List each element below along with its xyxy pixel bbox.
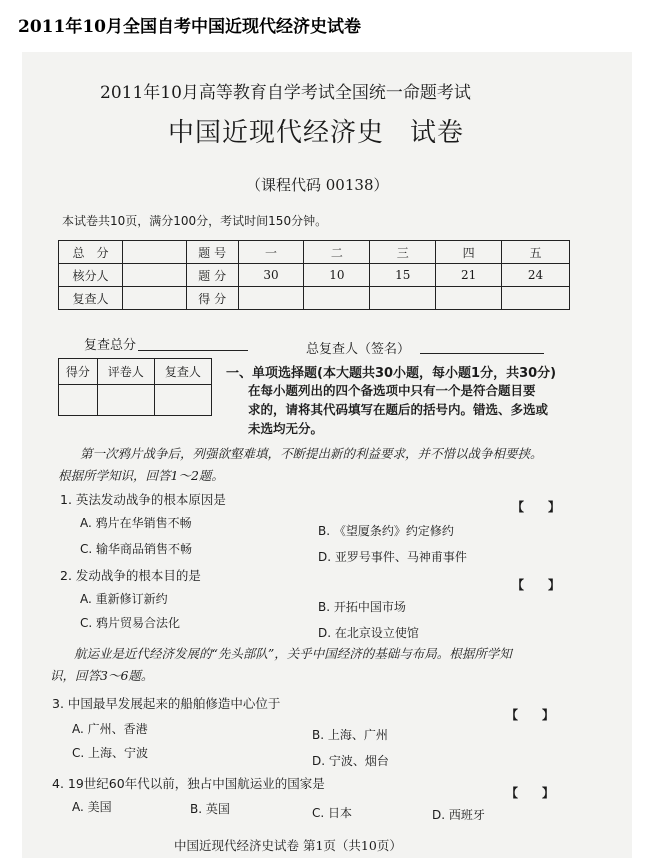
table-cell: 10 (304, 264, 370, 287)
option-d: D. 宁波、烟台 (312, 754, 389, 768)
page-footer: 中国近现代经济史试卷 第1页（共10页） (174, 838, 402, 853)
exam-info: 本试卷共10页，满分100分，考试时间150分钟。 (62, 214, 328, 228)
table-cell (97, 385, 154, 416)
passage-line: 识，回答3～6题。 (50, 668, 154, 683)
table-cell: 复查人 (59, 287, 123, 310)
option-a: A. 鸦片在华销售不畅 (80, 516, 192, 530)
option-a: A. 重新修订新约 (80, 592, 168, 606)
table-cell: 二 (304, 241, 370, 264)
passage-line: 第一次鸦片战争后，列强欲壑难填，不断提出新的利益要求，并不惜以战争相要挟。 (80, 446, 543, 461)
question-stem: 3. 中国最早发展起来的船舶修造中心位于 (52, 696, 281, 711)
section-instruction-line: 未选均无分。 (248, 421, 324, 436)
subject-suffix: 试卷 (410, 118, 465, 148)
answer-bracket: 【 】 (512, 500, 561, 514)
table-cell (502, 287, 570, 310)
option-b: B. 《望厦条约》约定修约 (318, 524, 454, 538)
table-cell (370, 287, 436, 310)
course-code: （课程代码 00138） (246, 176, 389, 194)
score-table-row (59, 287, 570, 310)
review-total-label: 复查总分 (84, 338, 137, 353)
answer-bracket: 【 】 (506, 786, 555, 800)
table-cell: 得 分 (186, 287, 238, 310)
table-cell (122, 287, 186, 310)
document-title: 2011年10月全国自考中国近现代经济史试卷 (18, 17, 361, 37)
option-c: C. 上海、宁波 (72, 746, 149, 760)
section-instruction-line: 求的，请将其代码填写在题后的括号内。错选、多选或 (248, 402, 549, 417)
table-cell: 24 (502, 264, 570, 287)
subject-title (168, 112, 464, 149)
option-d: D. 在北京设立使馆 (318, 626, 419, 640)
table-cell (304, 287, 370, 310)
final-checker-line (420, 353, 544, 354)
table-cell (122, 241, 186, 264)
table-cell: 得分 (59, 359, 98, 385)
answer-bracket: 【 】 (512, 578, 561, 592)
table-cell (436, 287, 502, 310)
table-cell: 总 分 (59, 241, 123, 264)
question-stem: 1. 英法发动战争的根本原因是 (60, 492, 226, 507)
table-cell (122, 264, 186, 287)
option-c: C. 日本 (312, 806, 353, 820)
table-cell: 30 (238, 264, 304, 287)
passage-line: 根据所学知识，回答1～2题。 (58, 468, 224, 483)
score-table-row (59, 241, 570, 264)
option-b: B. 上海、广州 (312, 728, 388, 742)
question-stem: 2. 发动战争的根本目的是 (60, 568, 201, 583)
section-instruction-line: 在每小题列出的四个备选项中只有一个是符合题目要 (248, 383, 536, 398)
table-cell: 五 (502, 241, 570, 264)
table-cell: 题 号 (186, 241, 238, 264)
question-stem: 4. 19世纪60年代以前，独占中国航运业的国家是 (52, 776, 325, 791)
grader-table-row (59, 359, 212, 385)
table-cell: 15 (370, 264, 436, 287)
score-table (58, 240, 570, 310)
option-c: C. 输华商品销售不畅 (80, 542, 193, 556)
table-cell: 一 (238, 241, 304, 264)
grader-table (58, 358, 212, 416)
passage-line: 航运业是近代经济发展的“先头部队”，关乎中国经济的基础与布局。根据所学知 (74, 646, 512, 661)
subject-name: 中国近现代经济史 (168, 118, 385, 148)
grader-table-row (59, 385, 212, 416)
option-c: C. 鸦片贸易合法化 (80, 616, 181, 630)
exam-header: 2011年10月高等教育自学考试全国统一命题考试 (100, 83, 471, 103)
table-cell: 复查人 (154, 359, 211, 385)
option-d: D. 亚罗号事件、马神甫事件 (318, 550, 467, 564)
table-cell: 四 (436, 241, 502, 264)
section-title: 一、单项选择题(本大题共30小题，每小题1分，共30分) (226, 366, 557, 381)
option-a: A. 美国 (72, 800, 112, 814)
score-table-row (59, 264, 570, 287)
table-cell: 三 (370, 241, 436, 264)
option-a: A. 广州、香港 (72, 722, 148, 736)
table-cell: 评卷人 (97, 359, 154, 385)
final-checker-label: 总复查人（签名） (306, 342, 411, 357)
table-cell (59, 385, 98, 416)
table-cell (154, 385, 211, 416)
table-cell: 题 分 (186, 264, 238, 287)
option-b: B. 开拓中国市场 (318, 600, 406, 614)
option-d: D. 西班牙 (432, 808, 485, 822)
option-b: B. 英国 (190, 802, 230, 816)
answer-bracket: 【 】 (506, 708, 555, 722)
table-cell (238, 287, 304, 310)
table-cell: 核分人 (59, 264, 123, 287)
table-cell: 21 (436, 264, 502, 287)
review-total-line (138, 350, 248, 351)
